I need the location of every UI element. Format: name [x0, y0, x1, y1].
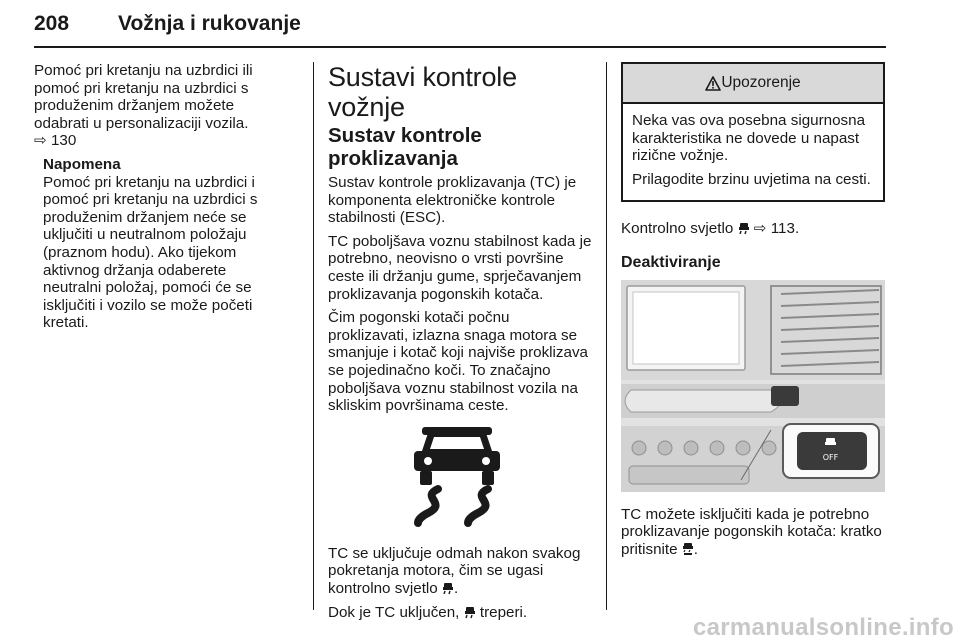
tc-on-text-end: .: [453, 579, 459, 597]
indicator-paragraph: [621, 220, 885, 238]
warning-text-1: Neka vas ova posebna sigurnosna karakteristika ne dovede u napast rizične vožnje.: [632, 112, 866, 165]
hill-start-text: Pomoć pri kretanju na uzbrdici ili pomoć pri kretanju na uzbrdici s produženim držanjem možete odabrati u personalizaciji vozila.: [34, 62, 253, 132]
subsection-title: Sustav kontrole proklizavanja: [328, 124, 482, 170]
note-title: Napomena: [43, 155, 121, 173]
note-text: Pomoć pri kretanju na uzbrdici i pomoć pri kretanju na uzbrdici s produženim držanjem neće se uključiti u neutralnom položaju (praznom hodu). Ako tijekom aktivnog držanja odaberete neutralni položaj, pomoći će se isključiti i vozilo se može početi kretati.: [43, 173, 258, 332]
tc-paragraph-4: [328, 545, 592, 598]
tc-paragraph-5: [328, 604, 592, 622]
indicator-text: Kontrolno svjetlo: [621, 220, 734, 238]
tc-flash-text: Dok je TC uključen,: [328, 603, 460, 621]
page-number: 208: [34, 12, 70, 35]
warning-header: [623, 64, 883, 104]
tc-indicator-icon: [464, 606, 476, 619]
watermark: carmanualsonline.info: [692, 614, 954, 641]
deactivation-paragraph: [621, 506, 885, 559]
tc-flash-text-end: treperi.: [479, 603, 528, 621]
column-left: [34, 62, 274, 332]
page-ref-arrow-icon: ⇨: [753, 220, 767, 238]
page-ref-arrow-icon: ⇨: [34, 132, 47, 150]
note-box: [34, 156, 274, 332]
deactivation-text: TC možete isključiti kada je potrebno proklizavanje pogonskih kotača: kratko pritisnite: [621, 505, 882, 558]
tc-indicator-icon: [442, 582, 454, 595]
tc-paragraph-2: TC poboljšava voznu stabilnost kada je potrebno, neovisno o vrsti površine ceste ili držanju gume, sprječavanjem proklizavanja pogonskih kotača.: [328, 232, 592, 303]
warning-triangle-icon: [705, 76, 721, 91]
column-divider: [606, 62, 607, 610]
column-right: [621, 62, 885, 564]
dashboard-button-photo: [621, 280, 885, 492]
traction-control-icon: [328, 421, 592, 531]
warning-box: [621, 62, 885, 202]
tc-paragraph-1: Sustav kontrole proklizavanja (TC) je komponenta elektroničke kontrole stabilnosti (ESC).: [328, 174, 577, 227]
page-ref[interactable]: 113.: [770, 220, 800, 238]
tc-indicator-icon: [738, 222, 750, 235]
tc-on-text: TC se uključuje odmah nakon svakog pokretanja motora, čim se ugasi kontrolno svjetlo: [328, 544, 581, 597]
deactivation-text-end: .: [693, 540, 699, 558]
traction-control-figure: [328, 421, 592, 531]
warning-text-2: Prilagodite brzinu uvjetima na cesti.: [632, 170, 871, 188]
deactivation-heading: Deaktiviranje: [621, 253, 721, 271]
section-title: Sustavi kontrole vožnje: [328, 62, 517, 122]
tc-paragraph-3: Čim pogonski kotači počnu proklizavati, izlazna snaga motora se smanjuje i kotač koji najviše proklizava se pojedinačno koči. To značajno poboljšava voznu stabilnost vozila na skliskim površinama ceste.: [328, 309, 588, 415]
column-divider: [313, 62, 314, 610]
tc-off-button-icon: [682, 542, 694, 556]
hill-start-paragraph: [34, 62, 274, 150]
warning-title: Upozorenje: [721, 74, 801, 92]
warning-body: [623, 104, 883, 200]
page-ref[interactable]: 130: [50, 132, 77, 150]
column-middle: [328, 62, 592, 627]
chapter-title: Vožnja i rukovanje: [118, 12, 301, 35]
page-header: [34, 6, 886, 48]
off-label: OFF: [822, 452, 839, 462]
